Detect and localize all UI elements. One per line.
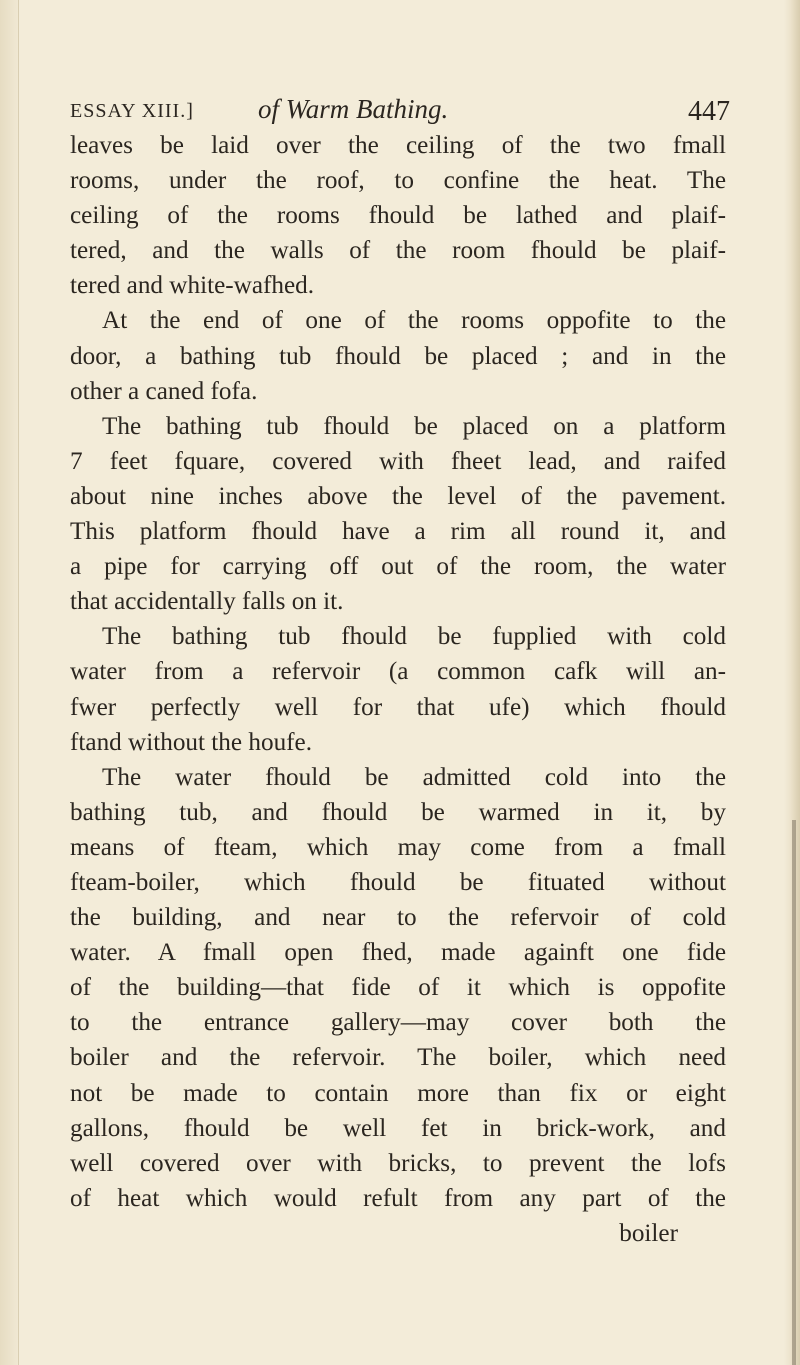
text-line: tered and white-wafhed. — [70, 272, 315, 300]
text-line: tered, and the walls of the room fhould be plaif- — [70, 237, 726, 265]
text-line: well covered over with bricks, to prevent the lofs — [70, 1149, 726, 1177]
text-line: boiler and the refervoir. The boiler, which need — [70, 1044, 726, 1072]
page-edge-shadow — [792, 820, 796, 1365]
text-line: leaves be laid over the ceiling of the two fmall — [70, 132, 726, 159]
text-line: At the end of one of the rooms oppofite to the — [102, 307, 726, 335]
text-line: door, a bathing tub fhould be placed ; and in the — [70, 342, 726, 370]
text-line: boiler — [619, 1219, 678, 1247]
page-number: 447 — [688, 96, 730, 127]
text-line: water. A fmall open fhed, made againft one fide — [70, 939, 726, 967]
text-line: The water fhould be admitted cold into the — [102, 763, 726, 791]
essay-label: ESSAY XIII.] — [70, 100, 194, 122]
text-line: not be made to contain more than fix or eight — [70, 1079, 726, 1107]
text-line: ceiling of the rooms fhould be lathed and plaif- — [70, 202, 726, 230]
text-line: ftand without the houfe. — [70, 728, 313, 756]
page-text — [70, 128, 726, 1251]
text-line: about nine inches above the level of the pavement. — [70, 482, 726, 510]
text-line: that accidentally falls on it. — [70, 588, 344, 616]
text-line: The bathing tub fhould be fupplied with cold — [102, 623, 726, 651]
text-line: rooms, under the roof, to confine the heat. The — [70, 167, 726, 195]
text-line: fwer perfectly well for that ufe) which fhould — [70, 693, 726, 721]
text-line: of the building—that fide of it which is oppofite — [70, 974, 726, 1002]
text-line: means of fteam, which may come from a fmall — [70, 833, 726, 861]
text-line: water from a refervoir (a common cafk will an- — [70, 658, 726, 686]
text-line: This platform fhould have a rim all round it, and — [70, 518, 726, 546]
text-line: a pipe for carrying off out of the room, the water — [70, 553, 726, 581]
text-line: the building, and near to the refervoir of cold — [70, 904, 726, 932]
text-line: The bathing tub fhould be placed on a platform — [102, 412, 726, 440]
page-right-edge — [784, 0, 800, 1365]
text-line: to the entrance gallery—may cover both the — [70, 1009, 726, 1037]
text-line: other a caned fofa. — [70, 377, 258, 405]
running-title: of Warm Bathing. — [258, 94, 449, 124]
text-line: gallons, fhould be well fet in brick-work, and — [70, 1114, 726, 1142]
text-line: fteam-boiler, which fhould be fituated without — [70, 868, 726, 896]
text-line: of heat which would refult from any part of the — [70, 1184, 726, 1212]
page-binding-edge — [0, 0, 19, 1365]
running-head — [70, 92, 730, 128]
text-line: bathing tub, and fhould be warmed in it, by — [70, 798, 726, 826]
text-line: 7 feet fquare, covered with fheet lead, and raifed — [70, 447, 726, 475]
